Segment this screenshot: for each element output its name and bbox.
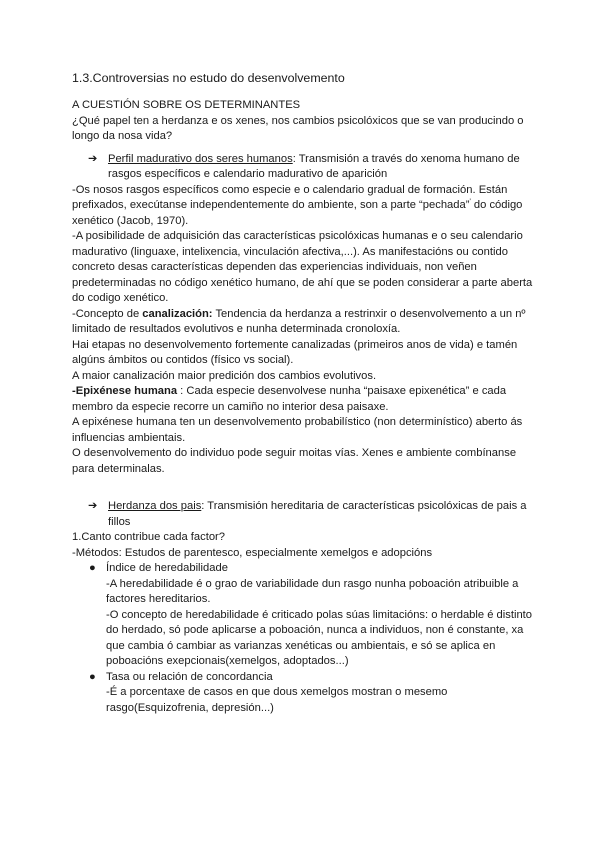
arrow-icon: ➔ [88, 152, 98, 165]
question-paragraph: ¿Qué papel ten a herdanza e os xenes, nos cambios psicolóxicos que se van producindo o longo da nosa vida? [72, 114, 524, 142]
section-title: 1.3.Controversias no estudo do desenvolvemento [72, 71, 345, 85]
bullet-icon: ● [89, 562, 96, 574]
paragraph: A epixénese humana ten un desenvolvemento probabilístico (non determinístico) aberto ás influencias ambientais. [72, 416, 523, 444]
paragraph-text: -Concepto de [72, 307, 143, 320]
paragraph: O desenvolvemento do individuo pode seguir moitas vías. Xenes e ambiente combínanse para determinalas. [72, 447, 517, 475]
paragraph [72, 384, 534, 415]
paragraph [72, 183, 534, 230]
bullet-list [72, 561, 534, 716]
paragraph-text: do código xenético (Jacob, 1970). [72, 199, 523, 227]
superscript-mark: ' [469, 198, 471, 206]
list-item-text: -A heredabilidade é o grao de variabilidade dun rasgo nunha poboación atribuible a factores hereditarios. [106, 577, 519, 605]
arrow-item-label: Herdanza dos pais [108, 500, 202, 512]
arrow-item-text: : Transmisión a través do xenoma humano de rasgos específicos e calendario madurativo de aparición [108, 152, 520, 180]
list-item-title: Índice de heredabilidade [106, 562, 228, 574]
paragraph: A maior canalización maior predición dos cambios evolutivos. [72, 369, 377, 382]
list-item [72, 561, 534, 670]
arrow-item-perfil-madurativo [72, 152, 534, 183]
paragraph-text: -Os nosos rasgos específicos como especie e o calendario gradual de formación. Están prefixados, execútanse independentemente do ambiente, son a parte “pechada” [72, 183, 508, 211]
list-item [72, 670, 534, 717]
paragraph-text: Tendencia da herdanza a restrinxir o desenvolvemento a un nº limitado de resultados evolutivos e nunha determinada cronoloxía. [72, 307, 526, 335]
arrow-item-label: Perfil madurativo dos seres humanos [108, 152, 293, 165]
subsection-heading: A CUESTIÓN SOBRE OS DETERMINANTES [72, 99, 301, 111]
bold-term: -Epixénese humana [72, 385, 178, 397]
arrow-icon: ➔ [88, 500, 98, 512]
document-body [72, 70, 534, 716]
paragraph [72, 307, 534, 338]
list-item-text: -O concepto de heredabilidade é criticado polas súas limitacións: o herdable é distinto do herdado, só pode aplicarse a poboación, nunca a individuos, non é constante, xa que cambia ó cambiar as varianzas xenéticas ou ambientais, e só se aplica en poboacións exepcionais(xemelgos, adoptados...) [106, 608, 532, 667]
paragraph: 1.Canto contribue cada factor? [72, 531, 225, 543]
paragraph: -Métodos: Estudos de parentesco, especialmente xemelgos e adopcións [72, 546, 433, 559]
arrow-item-herdanza-pais [72, 499, 534, 530]
list-item-title: Tasa ou relación de concordancia [106, 670, 273, 683]
list-item-text: -É a porcentaxe de casos en que dous xemelgos mostran o mesemo rasgo(Esquizofrenia, depresión...) [106, 686, 448, 714]
paragraph-text: : Cada especie desenvolvese nunha “paisaxe epixenética” e cada membro da especie recorre un camiño no interior desa paisaxe. [72, 385, 507, 413]
paragraph: Hai etapas no desenvolvemento fortemente canalizadas (primeiros anos de vida) e tamén algúns ámbitos ou contidos (físico vs social). [72, 338, 518, 366]
bullet-icon: ● [89, 670, 96, 683]
paragraph: -A posibilidade de adquisición das características psicolóxicas humanas e o seu calendario madurativo (linguaxe, intelixencia, vinculación afectiva,...). As manifestacións ou contido concreto desas características dependen das experiencias individuais, non veñen predeterminadas no código xenético humano, de ahí que se poden considerar a parte aberta do codigo xenético. [72, 230, 533, 304]
bold-term: canalización: [142, 307, 213, 320]
arrow-item-text: : Transmisión hereditaria de características psicolóxicas de pais a fillos [108, 500, 527, 528]
